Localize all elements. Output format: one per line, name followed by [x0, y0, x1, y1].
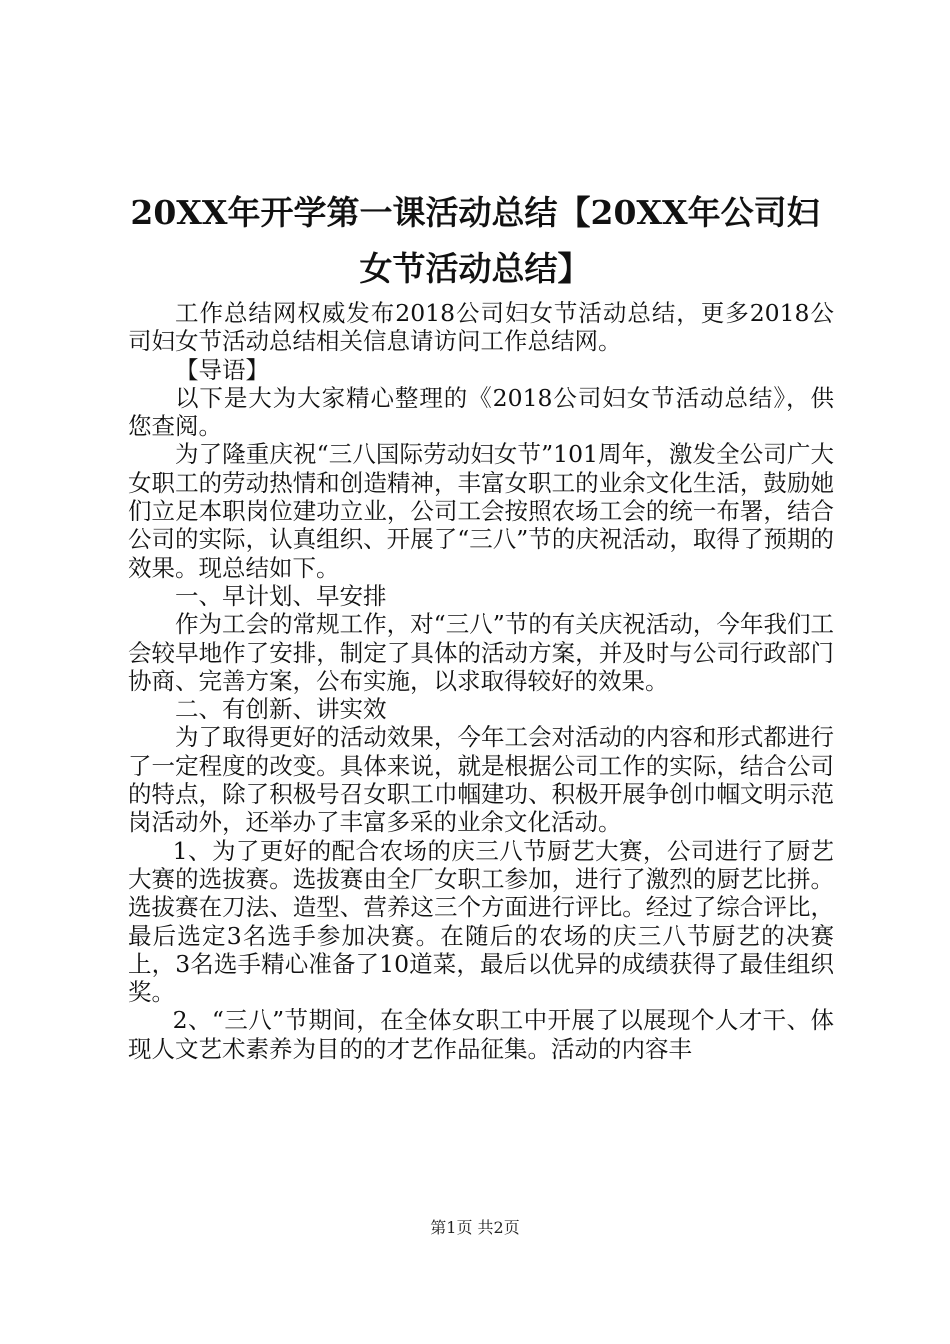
section-paragraph-1: 作为工会的常规工作，对“三八”节的有关庆祝活动，今年我们工会较早地作了安排，制定了具体的活动方案，并及时与公司行政部门协商、完善方案，公布实施，以求取得较好的效果。: [128, 610, 834, 695]
intro-paragraph: 工作总结网权威发布2018公司妇女节活动总结，更多2018公司妇女节活动总结相关信息请访问工作总结网。: [128, 299, 834, 356]
document-title: 20XX年开学第一课活动总结【20XX年公司妇女节活动总结】: [130, 193, 820, 288]
overview-paragraph: 为了隆重庆祝“三八国际劳动妇女节”101周年，激发全公司广大女职工的劳动热情和创造精神，丰富女职工的业余文化生活，鼓励她们立足本职岗位建功立业，公司工会按照农场工会的统一布署，结合公司的实际，认真组织、开展了“三八”节的庆祝活动，取得了预期的效果。现总结如下。: [128, 440, 834, 582]
list-item-2: 2、“三八”节期间，在全体女职工中开展了以展现个人才干、体现人文艺术素养为目的的才艺作品征集。活动的内容丰: [128, 1006, 834, 1063]
section-paragraph-2: 为了取得更好的活动效果，今年工会对活动的内容和形式都进行了一定程度的改变。具体来说，就是根据公司工作的实际，结合公司的特点，除了积极号召女职工巾帼建功、积极开展争创巾帼文明示范岗活动外，还举办了丰富多采的业余文化活动。: [128, 723, 834, 837]
lead-heading: 【导语】: [175, 355, 269, 384]
section-heading-1: 一、早计划、早安排: [175, 581, 387, 610]
document-body: [128, 299, 834, 1063]
section-heading-2: 二、有创新、讲实效: [175, 695, 387, 724]
list-item-1: 1、为了更好的配合农场的庆三八节厨艺大赛，公司进行了厨艺大赛的选拔赛。选拔赛由全厂女职工参加，进行了激烈的厨艺比拼。选拔赛在刀法、造型、营养这三个方面进行评比。经过了综合评比，最后选定3名选手参加决赛。在随后的农场的庆三八节厨艺的决赛上，3名选手精心准备了10道菜，最后以优异的成绩获得了最佳组织奖。: [128, 836, 834, 1007]
lead-paragraph: 以下是大为大家精心整理的《2018公司妇女节活动总结》，供您查阅。: [128, 383, 834, 441]
page-footer: 第1页 共2页: [430, 1218, 520, 1237]
